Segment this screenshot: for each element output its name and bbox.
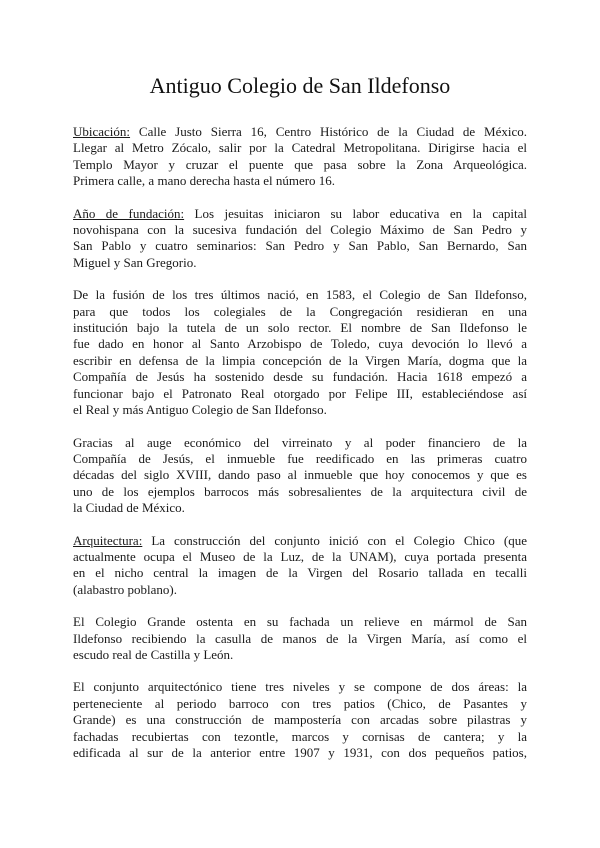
text-line bbox=[73, 647, 527, 663]
line-text: Miguel y San Gregorio. bbox=[73, 254, 197, 270]
line-text: en el nicho central la imagen de la Virgen del Rosario tallada en tecalli bbox=[73, 565, 527, 581]
text-line bbox=[73, 304, 527, 320]
section-label: Arquitectura: bbox=[73, 532, 143, 548]
text-line bbox=[73, 712, 527, 728]
line-text: (alabastro poblano). bbox=[73, 581, 177, 597]
page-title: Antiguo Colegio de San Ildefonso bbox=[149, 73, 451, 98]
line-text: para que todos los colegiales de la Congregación residieran en una bbox=[73, 303, 527, 319]
line-text: Gracias al auge económico del virreinato y al poder financiero de la bbox=[73, 434, 527, 450]
text-line bbox=[73, 386, 527, 402]
text-line bbox=[73, 631, 527, 647]
line-text: fue dado en honor al Santo Arzobispo de Toledo, cuya devoción lo llevó a bbox=[73, 336, 527, 352]
text-line bbox=[73, 565, 527, 581]
text-line bbox=[73, 533, 527, 549]
line-text: la Ciudad de México. bbox=[73, 500, 185, 516]
line-text: El conjunto arquitectónico tiene tres niveles y se compone de dos áreas: la bbox=[73, 679, 527, 695]
line-text: perteneciente al periodo barroco con tres patios (Chico, de Pasantes y bbox=[73, 695, 527, 711]
text-line bbox=[73, 336, 527, 352]
line-text: uno de los ejemplos barrocos más sobresalientes de la arquitectura civil de bbox=[73, 483, 527, 499]
text-line bbox=[73, 549, 527, 565]
text-line bbox=[73, 435, 527, 451]
line-text: Calle Justo Sierra 16, Centro Histórico de la Ciudad de México. bbox=[130, 124, 527, 139]
line-text: edificada al sur de la anterior entre 1907 y 1931, con dos pequeños patios, bbox=[73, 745, 527, 760]
section-label: Ubicación: bbox=[73, 124, 131, 139]
text-line bbox=[73, 320, 527, 336]
text-line bbox=[73, 222, 527, 238]
paragraph bbox=[73, 614, 527, 663]
line-text: escribir en defensa de la limpia concepción de la Virgen María, dogma que la bbox=[73, 352, 527, 368]
text-line bbox=[73, 451, 527, 467]
line-text: Compañía de Jesús, el inmueble fue reedificado en las primeras cuatro bbox=[73, 450, 527, 466]
line-text: Llegar al Metro Zócalo, salir por la Catedral Metropolitana. Dirigirse hacia el bbox=[73, 140, 527, 156]
text-line bbox=[73, 369, 527, 385]
line-text: funcionar bajo el Patronato Real otorgado por Felipe III, estableciéndose así bbox=[73, 385, 527, 401]
line-text: La construcción del conjunto inició con el Colegio Chico (que bbox=[142, 532, 527, 548]
text-line bbox=[73, 353, 527, 369]
paragraph bbox=[73, 206, 527, 272]
line-text: Grande) es una construcción de mampostería con arcadas sobre pilastras y bbox=[73, 712, 527, 728]
text-line bbox=[73, 140, 527, 156]
text-line bbox=[73, 238, 527, 254]
text-line bbox=[73, 614, 527, 630]
line-text: institución bajo la tutela de un solo rector. El nombre de San Ildefonso le bbox=[73, 320, 527, 336]
section-label: Año de fundación: bbox=[73, 205, 185, 221]
line-text: Los jesuitas iniciaron su labor educativa en la capital bbox=[184, 205, 527, 221]
line-text: novohispana con la sucesiva fundación del Colegio Máximo de San Pedro y bbox=[73, 222, 527, 238]
text-line bbox=[73, 484, 527, 500]
text-line bbox=[73, 729, 527, 745]
paragraph bbox=[73, 533, 527, 599]
text-line bbox=[73, 287, 527, 303]
text-line bbox=[73, 157, 527, 173]
line-text: escudo real de Castilla y León. bbox=[73, 646, 234, 662]
line-text: Templo Mayor y cruzar el puente que pasa sobre la Zona Arqueológica. bbox=[73, 156, 527, 172]
line-text: actualmente ocupa el Museo de la Luz, de la UNAM), cuya portada presenta bbox=[73, 548, 527, 564]
text-line bbox=[73, 745, 527, 761]
paragraph bbox=[73, 287, 527, 418]
line-text: San Pablo y cuatro seminarios: San Pedro y San Pablo, San Bernardo, San bbox=[73, 238, 527, 254]
text-line bbox=[73, 500, 527, 516]
text-line bbox=[73, 696, 527, 712]
text-line bbox=[73, 582, 527, 598]
text-line bbox=[73, 206, 527, 222]
text-line bbox=[73, 402, 527, 418]
line-text: Primera calle, a mano derecha hasta el número 16. bbox=[73, 173, 336, 189]
text-line bbox=[73, 679, 527, 695]
line-text: fachadas recubiertas con tezontle, marcos y cornisas de cantera; y la bbox=[73, 728, 527, 744]
text-line bbox=[73, 124, 527, 140]
text-line bbox=[73, 173, 527, 189]
paragraph bbox=[73, 124, 527, 190]
document-body bbox=[73, 124, 527, 777]
line-text: el Real y más Antiguo Colegio de San Ildefonso. bbox=[73, 402, 327, 418]
text-line bbox=[73, 467, 527, 483]
paragraph bbox=[73, 679, 527, 761]
line-text: De la fusión de los tres últimos nació, en 1583, el Colegio de San Ildefonso, bbox=[73, 287, 527, 303]
text-line bbox=[73, 255, 527, 271]
paragraph bbox=[73, 435, 527, 517]
line-text: décadas del siglo XVIII, dando paso al inmueble que hoy conocemos y que es bbox=[73, 467, 527, 483]
line-text: Compañía de Jesús ha sostenido desde su fundación. Hacia 1618 empezó a bbox=[73, 369, 527, 385]
line-text: Ildefonso recibiendo la casulla de manos de la Virgen María, así como el bbox=[73, 630, 527, 646]
line-text: El Colegio Grande ostenta en su fachada un relieve en mármol de San bbox=[73, 614, 527, 630]
